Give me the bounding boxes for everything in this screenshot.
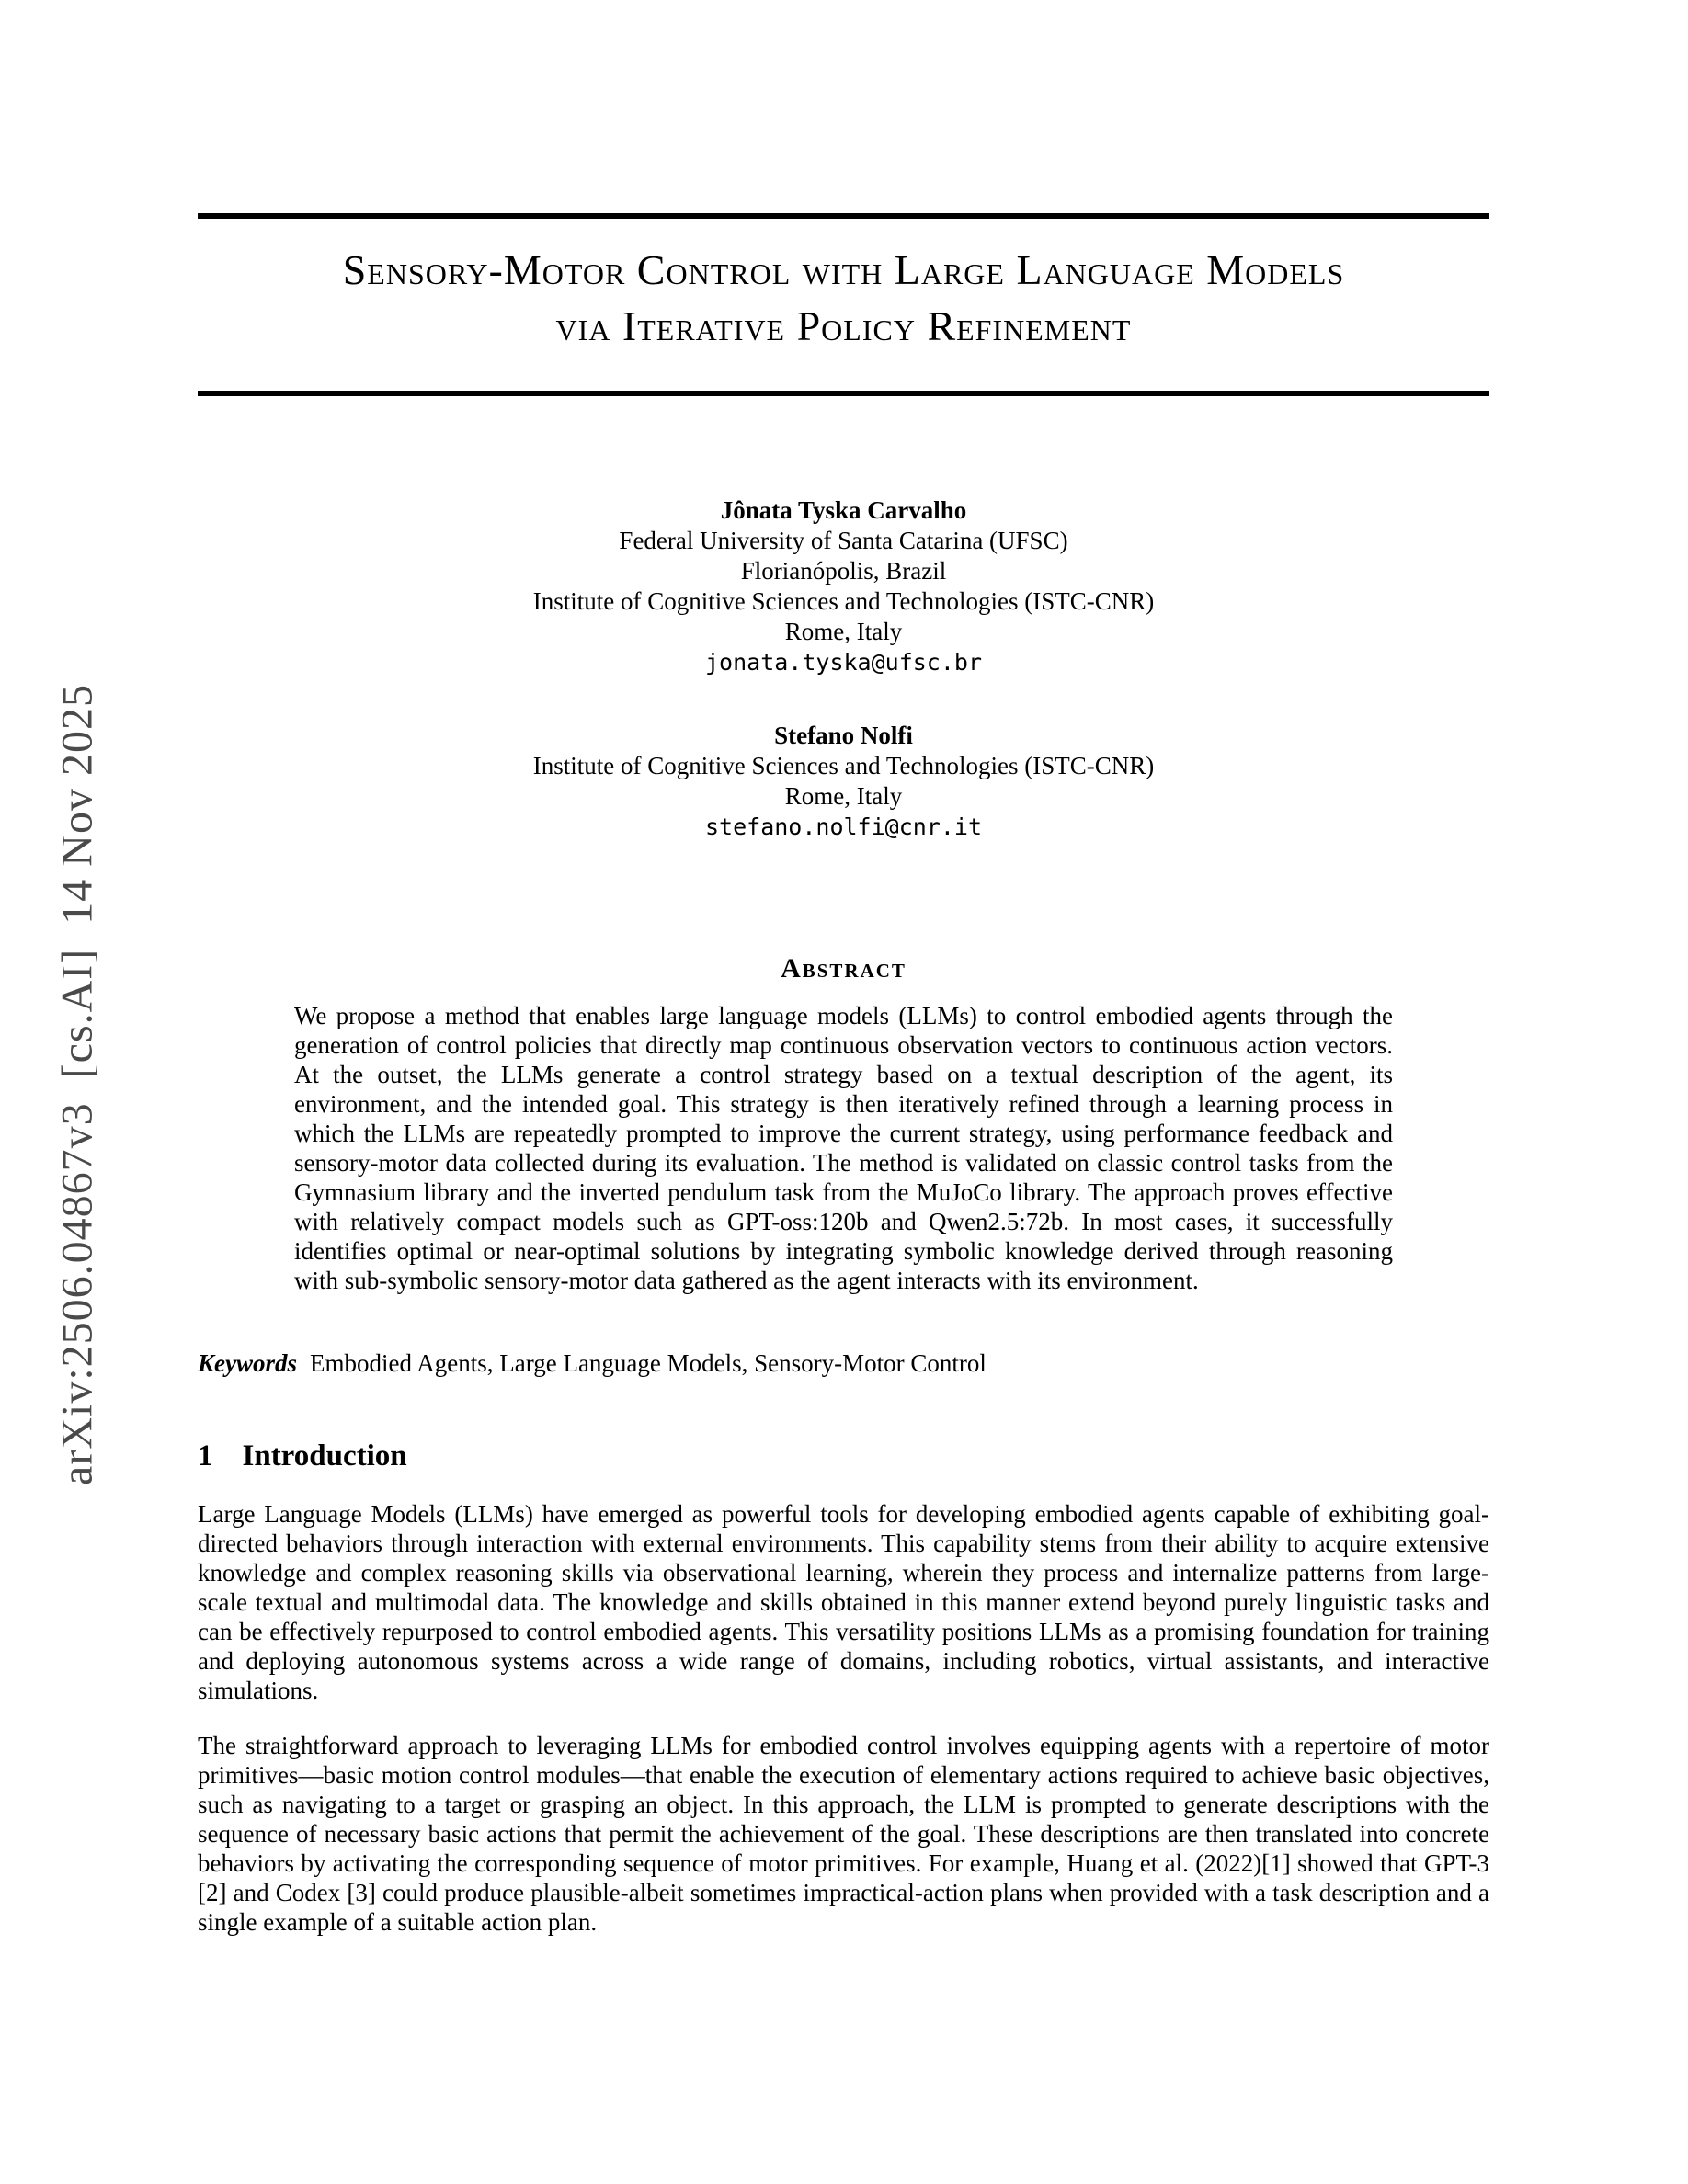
keywords-label: Keywords bbox=[198, 1349, 297, 1378]
author-affiliation: Rome, Italy bbox=[784, 618, 903, 646]
keywords-line bbox=[198, 1348, 1489, 1379]
author-affiliation: Federal University of Santa Catarina (UFSC) bbox=[619, 527, 1068, 555]
author-affiliation: Rome, Italy bbox=[784, 782, 903, 811]
intro-paragraph-1: Large Language Models (LLMs) have emerged as powerful tools for developing embodied agents capable of exhibiting goal-directed behaviors through interaction with external environments. This capability stems from their ability to acquire extensive knowledge and complex reasoning skills via observational learning, wherein they process and internalize patterns from large-scale textual and multimodal data. The knowledge and skills obtained in this manner extend beyond purely linguistic tasks and can be effectively repurposed to control embodied agents. This versatility positions LLMs as a promising foundation for training and deploying autonomous systems across a wide range of domains, including robotics, virtual assistants, and interactive simulations. bbox=[198, 1500, 1489, 1705]
title-rule-bottom bbox=[198, 391, 1489, 396]
intro-paragraph-2: The straightforward approach to leveraging LLMs for embodied control involves equipping agents with a repertoire of motor primitives—basic motion control modules—that enable the execution of elementary actions required to achieve basic objectives, such as navigating to a target or grasping an object. In this approach, the LLM is prompted to generate descriptions with the sequence of necessary basic actions that permit the achievement of the goal. These descriptions are then translated into concrete behaviors by activating the corresponding sequence of motor primitives. For example, Huang et al. (2022)[1] showed that GPT-3 [2] and Codex [3] could produce plausible-albeit sometimes impractical-action plans when provided with a task description and a single example of a suitable action plan. bbox=[198, 1732, 1489, 1937]
author-email: jonata.tyska@ufsc.br bbox=[704, 649, 983, 677]
section-title: Introduction bbox=[242, 1439, 407, 1473]
section-heading-introduction bbox=[198, 1439, 1489, 1473]
paper-title-line2: via Iterative Policy Refinement bbox=[555, 301, 1132, 349]
abstract-text: We propose a method that enables large language models (LLMs) to control embodied agents through the generation of control policies that directly map continuous observation vectors to continuous action vectors. At the outset, the LLMs generate a control strategy based on a textual description of the agent, its environment, and the intended goal. This strategy is then iteratively refined through a learning process in which the LLMs are repeatedly prompted to improve the current strategy, using performance feedback and sensory-motor data collected during its evaluation. The method is validated on classic control tasks from the Gymnasium library and the inverted pendulum task from the MuJoCo library. The approach proves effective with relatively compact models such as GPT-oss:120b and Qwen2.5:72b. In most cases, it successfully identifies optimal or near-optimal solutions by integrating symbolic knowledge derived through reasoning with sub-symbolic sensory-motor data gathered as the agent interacts with its environment. bbox=[294, 1002, 1393, 1295]
keywords-text: Embodied Agents, Large Language Models, Sensory-Motor Control bbox=[310, 1349, 987, 1378]
abstract-heading: Abstract bbox=[781, 953, 907, 984]
arxiv-watermark: arXiv:2506.04867v3 [cs.AI] 14 Nov 2025 bbox=[52, 684, 102, 1485]
author-name: Stefano Nolfi bbox=[774, 722, 913, 750]
author-section bbox=[198, 495, 1489, 843]
paper-title-line1: Sensory-Motor Control with Large Language Models bbox=[342, 246, 1345, 293]
author-email: stefano.nolfi@cnr.it bbox=[704, 813, 983, 841]
section-number: 1 bbox=[198, 1439, 213, 1473]
paper-title bbox=[198, 219, 1489, 391]
paper-page bbox=[198, 0, 1489, 1937]
author-affiliation: Institute of Cognitive Sciences and Technologies (ISTC-CNR) bbox=[532, 587, 1155, 616]
author-affiliation: Florianópolis, Brazil bbox=[740, 557, 947, 586]
author-affiliation: Institute of Cognitive Sciences and Technologies (ISTC-CNR) bbox=[532, 752, 1155, 780]
author-block-1 bbox=[198, 495, 1489, 678]
author-name: Jônata Tyska Carvalho bbox=[720, 496, 967, 525]
author-block-2 bbox=[198, 721, 1489, 843]
